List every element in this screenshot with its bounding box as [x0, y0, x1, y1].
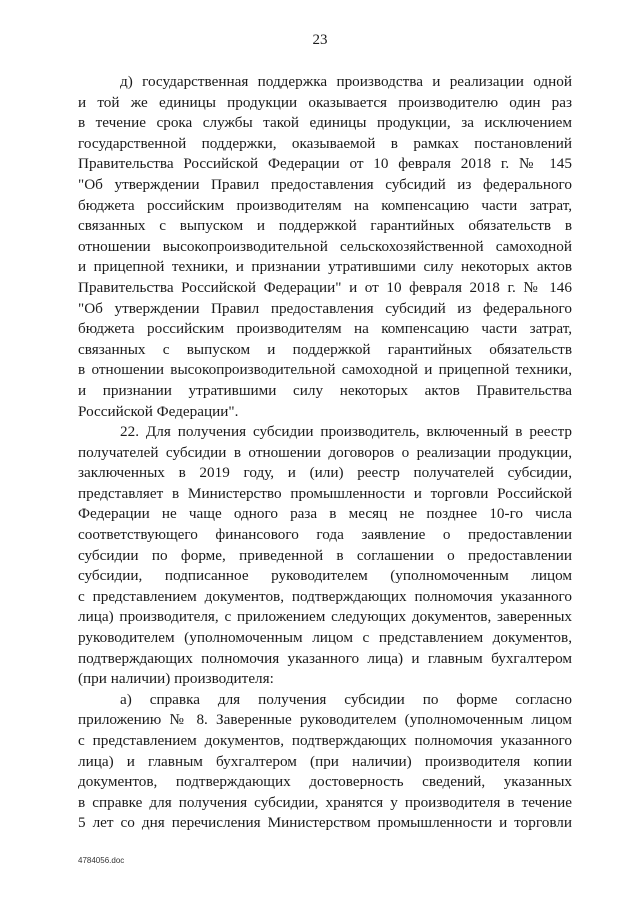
text-line: государственной поддержки, оказываемой в рамках постановлений: [78, 134, 572, 152]
text-line: Российской Федерации".: [78, 402, 239, 420]
text-line: отношении высокопроизводительной сельскохозяйственной самоходной: [78, 237, 572, 255]
paragraph: [78, 72, 572, 422]
text-line: бюджета российским производителям на компенсацию части затрат,: [78, 196, 572, 214]
text-line: связанных с выпуском и поддержкой гарантийных обязательств в: [78, 217, 572, 235]
text-line: получателей субсидии в отношении договоров о реализации продукции,: [78, 443, 572, 461]
text-line: подтверждающих полномочия указанного лица) и главным бухгалтером: [78, 649, 572, 667]
text-line: "Об утверждении Правил предоставления субсидий из федерального: [78, 175, 572, 193]
text-line: представляет в Министерство промышленности и торговли Российской: [78, 484, 572, 502]
text-line: Федерации не чаще одного раза в месяц не позднее 10-го числа: [78, 505, 572, 523]
text-line: д) государственная поддержка производства и реализации одной: [120, 73, 572, 90]
text-line: в течение срока службы такой единицы продукции, за исключением: [78, 114, 572, 132]
text-line: субсидии по форме, приведенной в соглашении о предоставлении: [78, 546, 572, 564]
text-line: соответствующего финансового года заявление о предоставлении: [78, 526, 572, 544]
text-line: с представлением документов, подтверждающих полномочия указанного: [78, 732, 572, 749]
text-line: лица) производителя, с приложением следующих документов, заверенных: [78, 608, 572, 626]
page-number: 23: [312, 32, 328, 48]
text-line: субсидии, подписанное руководителем (уполномоченным лицом: [78, 567, 572, 585]
paragraph: [78, 422, 572, 690]
document-file-code: 4784056.doc: [78, 856, 125, 865]
paragraph: [78, 690, 572, 834]
text-line: в отношении высокопроизводительной самоходной и прицепной техники,: [78, 361, 572, 379]
text-line: и прицепной техники, и признании утратившими силу некоторых актов: [78, 258, 572, 276]
text-line: руководителем (уполномоченным лицом с представлением документов,: [78, 629, 572, 647]
text-line: бюджета российским производителям на компенсацию части затрат,: [78, 320, 572, 338]
text-line: Правительства Российской Федерации от 10 февраля 2018 г. № 145: [78, 155, 572, 173]
text-line: в справке для получения субсидии, хранятся у производителя в течение: [78, 793, 572, 811]
text-line: а) справка для получения субсидии по форме согласно: [120, 690, 572, 708]
text-line: заключенных в 2019 году, и (или) реестр получателей субсидии,: [78, 464, 572, 482]
document-body: [78, 72, 572, 834]
text-line: с представлением документов, подтверждающих полномочия указанного: [78, 587, 572, 605]
text-line: приложению № 8. Заверенные руководителем (уполномоченным лицом: [78, 711, 572, 729]
text-line: и признании утратившими силу некоторых актов Правительства: [78, 381, 572, 399]
text-line: и той же единицы продукции оказывается производителю один раз: [78, 93, 572, 111]
text-line: 22. Для получения субсидии производитель, включенный в реестр: [120, 423, 572, 441]
text-line: связанных с выпуском и поддержкой гарантийных обязательств: [78, 340, 572, 358]
text-line: "Об утверждении Правил предоставления субсидий из федерального: [78, 299, 572, 317]
text-line: (при наличии) производителя:: [78, 670, 274, 688]
text-line: 5 лет со дня перечисления Министерством промышленности и торговли: [78, 814, 572, 832]
text-line: документов, подтверждающих достоверность сведений, указанных: [78, 773, 572, 791]
text-line: лица) и главным бухгалтером (при наличии) производителя копии: [78, 752, 572, 770]
text-line: Правительства Российской Федерации" и от 10 февраля 2018 г. № 146: [78, 278, 572, 296]
